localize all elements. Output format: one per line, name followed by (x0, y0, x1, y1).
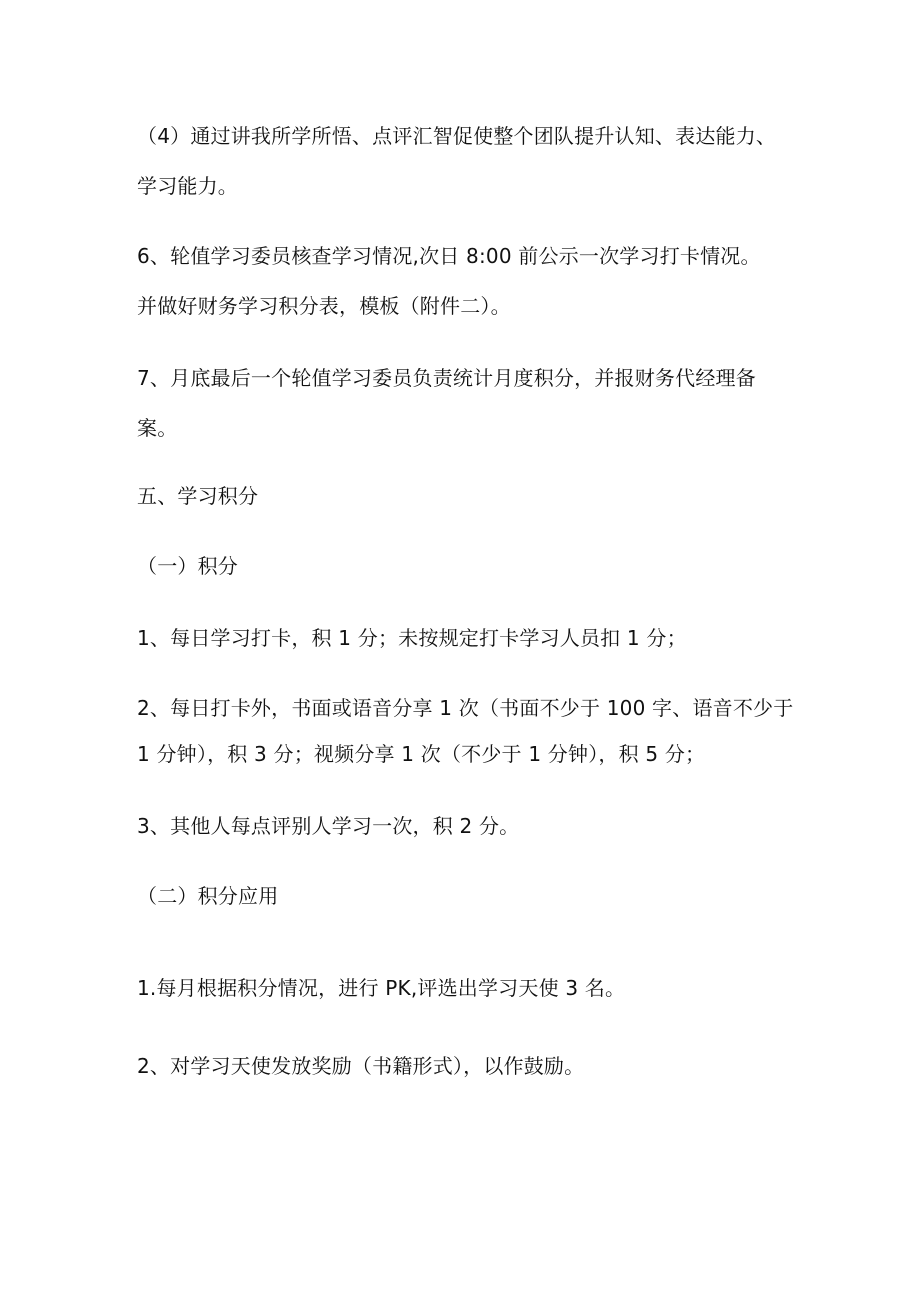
text-line-application1: 1.每月根据积分情况，进行 PK,评选出学习天使 3 名。 (137, 976, 626, 1000)
subsection-heading-application: （二）积分应用 (137, 884, 279, 908)
text-line-item6: 6、轮值学习委员核查学习情况,次日 8:00 前公示一次学习打卡情况。 (137, 244, 761, 268)
text-line-application2: 2、对学习天使发放奖励（书籍形式），以作鼓励。 (137, 1054, 585, 1078)
text-line-item6-cont: 并做好财务学习积分表，模板（附件二）。 (137, 294, 511, 318)
text-line-rule3: 3、其他人每点评别人学习一次，积 2 分。 (137, 814, 520, 838)
text-line-item7-cont: 案。 (137, 416, 178, 440)
text-line-rule2: 2、每日打卡外，书面或语音分享 1 次（书面不少于 100 字、语音不少于 (137, 696, 794, 720)
section-heading-points: 五、学习积分 (137, 484, 259, 508)
text-line-rule1: 1、每日学习打卡，积 1 分；未按规定打卡学习人员扣 1 分； (137, 626, 687, 650)
text-line-rule2-cont: 1 分钟），积 3 分；视频分享 1 次（不少于 1 分钟），积 5 分； (137, 742, 706, 766)
subsection-heading-points: （一）积分 (137, 554, 238, 578)
text-line-item4-cont: 学习能力。 (137, 174, 238, 198)
text-line-item7: 7、月底最后一个轮值学习委员负责统计月度积分，并报财务代经理备 (137, 366, 756, 390)
text-line-item4: （4）通过讲我所学所悟、点评汇智促使整个团队提升认知、表达能力、 (137, 124, 777, 148)
